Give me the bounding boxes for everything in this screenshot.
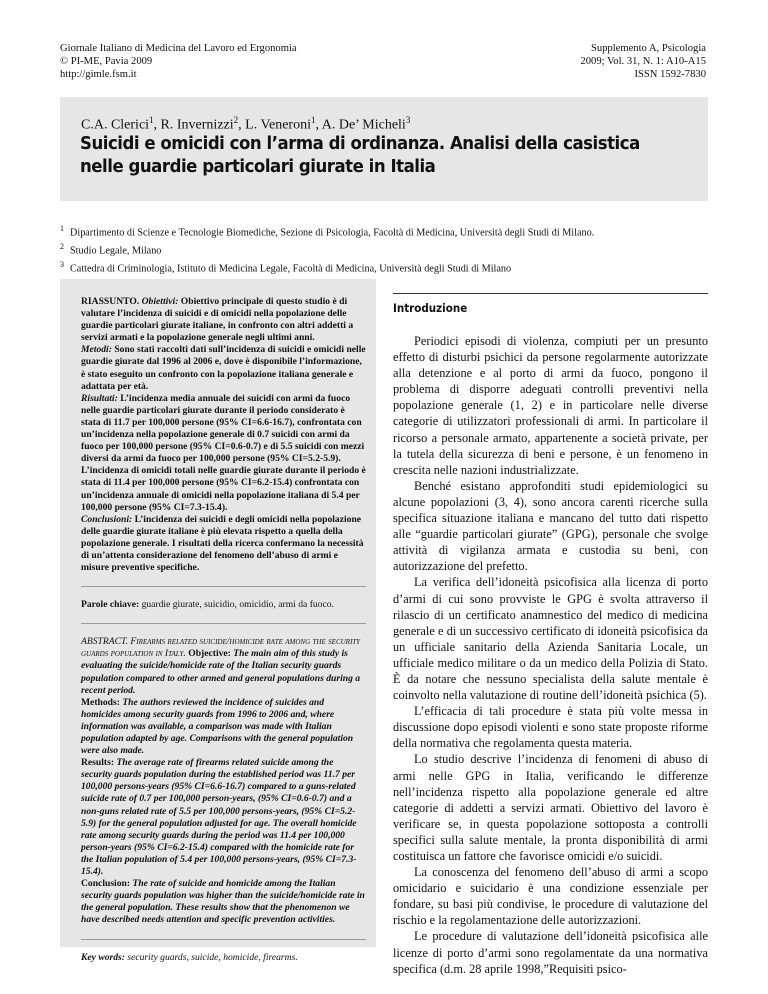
riassunto-obiettivi: Obiettivo principale di questo studio è di valutare l’incidenza di suicidi e di omicidi nella popolazione delle guardie particolari giurate italiane, in confronto con altri addetti a servizi armati e la popolazione generale negli ultimi anni. bbox=[81, 296, 354, 344]
publisher-line: © PI-ME, Pavia 2009 bbox=[60, 56, 153, 68]
abstract-objective: The main aim of this study is evaluating the suicide/homicide rate of the Italian security guards population compared to other armed and general populations during a recent period. bbox=[81, 648, 361, 696]
riassunto-risultati: L’incidenza media annuale dei suicidi con armi da fuoco nelle guardie particolari giurate durante il periodo considerato è stata di 11.7 per 100,000 persone (95% CI=6.6-16.7), confrontata con un’incidenza nella popolazione generale di 0.7 suicidi con armi da fuoco per 100,000 persone (95% CI=0.6-0.7) e di 5.5 suicidi con mezzi diversi da armi da fuoco per 100,000 persone (95% CI=5.2-5.9). L’incidenza di omicidi totali nelle guardie giurate durante il periodo è stata di 11.4 per 100,000 persone (95% CI=6.2-15.4) confrontata con un’incidenza annuale di omicidi nella popolazione italiana di 5.4 per 100,000 persone (95% CI=7.3-15.4). bbox=[81, 392, 366, 513]
abstract-conclusion: The rate of suicide and homicide among the Italian security guards population was higher than the suicide/homicide rate in the general population. These results show that the phenomenon we have described needs attention and specific prevention activities. bbox=[81, 878, 365, 926]
author-affil-ref: 1 bbox=[149, 115, 154, 125]
abstract-title: Firearms related suicide/homicide rate among the security guards population in Italy. bbox=[81, 636, 361, 660]
affiliations bbox=[60, 222, 594, 276]
divider bbox=[81, 623, 366, 624]
abstract-content bbox=[81, 296, 366, 964]
section-label: Risultati: bbox=[81, 392, 118, 404]
article-title bbox=[80, 132, 694, 178]
abstract-methods: The authors reviewed the incidence of suicides and homicides among security guards from 1996 to 2006 and, where information was available, a comparison was made with Italian population adapted by age. Comparisons with the general population were also made. bbox=[81, 696, 354, 757]
abstract-text bbox=[81, 636, 366, 926]
author-list: C.A. Clerici$^1$, R. Invernizzi$^2$, L. Veneroni$^1$, A. De’ Micheli$^3$ bbox=[81, 115, 411, 133]
section-label: Conclusioni: bbox=[81, 513, 133, 525]
section-heading: Introduzione bbox=[393, 301, 468, 315]
author-affil-ref: 1 bbox=[310, 115, 316, 125]
section-label: Results: bbox=[81, 757, 115, 769]
divider bbox=[81, 939, 366, 940]
section-label: Obiettivi: bbox=[141, 296, 179, 307]
section-label: Objective: bbox=[188, 648, 231, 660]
key-words bbox=[81, 952, 366, 964]
section-label: Methods: bbox=[81, 696, 120, 708]
affiliation-text: Cattedra di Criminologia, Istituto di Medicina Legale, Facoltà di Medicina, Università degli Studi di Milano bbox=[70, 263, 512, 275]
parole-chiave bbox=[81, 599, 366, 611]
paragraph: La verifica dell’idoneità psicofisica alla licenza di porto d’armi di cui sono provviste le GPG è svolta attraverso il rilascio di un certificato anamnestico del medico di medicina generale e di un successivo certificato di idoneità psicofisica da un ufficiale sanitario della Azienda Sanitaria Locale, un ufficiale medico militare o da un medico della Polizia di Stato. È da notare che nessuno specialista della salute mentale è coinvolto nella valutazione di routine dell’idoneità psichica (5). bbox=[393, 575, 708, 703]
author-name: L. Veneroni bbox=[245, 117, 311, 133]
volume-line: 2009; Vol. 31, N. 1: A10-A15 bbox=[580, 56, 706, 68]
section-rule bbox=[393, 293, 708, 294]
riassunto-text bbox=[81, 296, 366, 574]
keywords-label: Key words: bbox=[81, 951, 125, 963]
author-name: A. De’ Micheli bbox=[321, 117, 406, 133]
author-name: R. Invernizzi bbox=[160, 117, 234, 133]
journal-header bbox=[60, 42, 297, 82]
affiliation-text: Dipartimento di Scienze e Tecnologie Biomediche, Sezione di Psicologia, Facoltà di Medicina, Università degli Studi di Milano. bbox=[70, 227, 595, 239]
section-label: Conclusion: bbox=[81, 878, 131, 890]
affiliation-text: Studio Legale, Milano bbox=[70, 245, 162, 257]
affiliation-item bbox=[60, 222, 594, 240]
paragraph: Periodici episodi di violenza, compiuti per un presunto effetto di disturbi psichici da persone regolarmente autorizzate alla detenzione e al porto di armi da fuoco, pongono il problema di disporre adeguati controlli preventivi nella popolazione generale (1, 2) e in particolare nelle diverse categorie di utilizzatori professionali di armi. In particolare il ricorso a personale armato, appartenente a società private, per la tutela della sicurezza di beni e persone, è un fenomeno in crescita nelle nazioni industrializzate. bbox=[393, 334, 708, 477]
affiliation-item bbox=[60, 240, 594, 258]
paragraph: Lo studio descrive l’incidenza di fenomeni di abuso di armi nelle GPG in Italia, verificando le differenze nell’incidenza rispetto alla popolazione generale ed altre categorie di addetti a servizi armati. Obiettivo del lavoro è verificare se, in questa popolazione sottoposta a controlli specifici sulla salute mentale, la pronta disponibilità di armi costituisca un fattore che favorisce omicidi e/o suicidi. bbox=[393, 752, 708, 863]
title-block bbox=[60, 97, 708, 201]
paragraph: Le procedure di valutazione dell’idoneità psicofisica alle licenze di porto d’armi sono regolamentate da una normativa specifica (d.m. 28 aprile 1998,”Requisiti psico- bbox=[393, 929, 708, 976]
abstract-box bbox=[60, 279, 376, 963]
journal-name: Giornale Italiano di Medicina del Lavoro ed Ergonomia bbox=[60, 43, 297, 54]
paragraph: L’efficacia di tali procedure è stata più volte messa in discussione dopo episodi violenti e sono state proposte riforme della normativa che regolamenta questa materia. bbox=[393, 704, 708, 751]
paragraph: Benché esistano approfonditi studi epidemiologici su alcune popolazioni (3, 4), sono ancora carenti ricerche sulla specifica situazione italiana e mancano del tutto dati rispetto alle “guardie particolari giurate” (GPG), personale che svolge attività di vigilanza armata e custodia su beni, con autorizzazione del prefetto. bbox=[393, 478, 708, 574]
affiliation-number: 1 bbox=[60, 224, 64, 233]
riassunto-metodi: Sono stati raccolti dati sull’incidenza di suicidi e omicidi nelle guardie giurate dal 1996 al 2006 e, dove è disponibile l’informazione, è stato eseguito un confronto con la popolazione italiana generale e adattata per età. bbox=[81, 344, 366, 392]
supplement-line: Supplemento A, Psicologia bbox=[590, 43, 706, 54]
issn-line: ISSN 1592-7830 bbox=[634, 69, 706, 81]
author-affil-ref: 2 bbox=[233, 115, 239, 125]
riassunto-conclusioni: L’incidenza dei suicidi e degli omicidi nella popolazione delle guardie giurate italiane è più elevata rispetto a quella della popolazione generale. I risultati della ricerca confermano la necessità di un’attenta considerazione del fenomeno dell’abuso di armi e misure preventive specifiche. bbox=[81, 513, 364, 574]
affiliation-item bbox=[60, 258, 594, 276]
paragraph: La conoscenza del fenomeno dell’abuso di armi a scopo omicidario e suicidario è una condizione essenziale per fondare, su basi più condivise, le procedure di valutazione del rischio e la regolamentazione delle autorizzazioni. bbox=[393, 865, 708, 928]
divider bbox=[81, 586, 366, 587]
abstract-label: ABSTRACT. bbox=[81, 636, 128, 648]
keywords-text: security guards, suicide, homicide, firearms. bbox=[127, 951, 298, 963]
title-line: nelle guardie particolari giurate in Italia bbox=[80, 156, 436, 177]
title-line: Suicidi e omicidi con l’arma di ordinanza. Analisi della casistica bbox=[80, 133, 640, 154]
keywords-label: Parole chiave: bbox=[81, 599, 140, 611]
section-label: Metodi: bbox=[81, 344, 112, 356]
journal-url[interactable]: http://gimle.fsm.it bbox=[60, 69, 137, 81]
riassunto-label: RIASSUNTO. bbox=[81, 296, 140, 307]
author-name: C.A. Clerici bbox=[81, 117, 150, 133]
intro-body bbox=[393, 333, 708, 977]
abstract-results: The average rate of firearms related suicide among the security guards population during the established period was 11.7 per 100,000 persons-years (95% CI=6.6-16.7) compared to a guns-related suicide rate of 0.7 per 100,000 person-years, (95% CI=0.6-0.7) and a non-guns related rate of 5.5 per 100,000 persons-years, (95% CI=5.2-5.9) for the general population adjusted for age. The overall homicide rate among security guards during the period was 11.4 per 100,000 person-years (95% CI=6.2-15.4) compared with the homicide rate for the Italian population of 5.4 per 100,000 persons-years, (95% CI=7.3-15.4). bbox=[81, 757, 357, 878]
issue-header bbox=[580, 42, 706, 82]
author-affil-ref: 3 bbox=[405, 115, 411, 125]
affiliation-number: 2 bbox=[60, 241, 64, 251]
keywords-text: guardie giurate, suicidio, omicidio, armi da fuoco. bbox=[141, 599, 334, 611]
affiliation-number: 3 bbox=[60, 259, 64, 269]
